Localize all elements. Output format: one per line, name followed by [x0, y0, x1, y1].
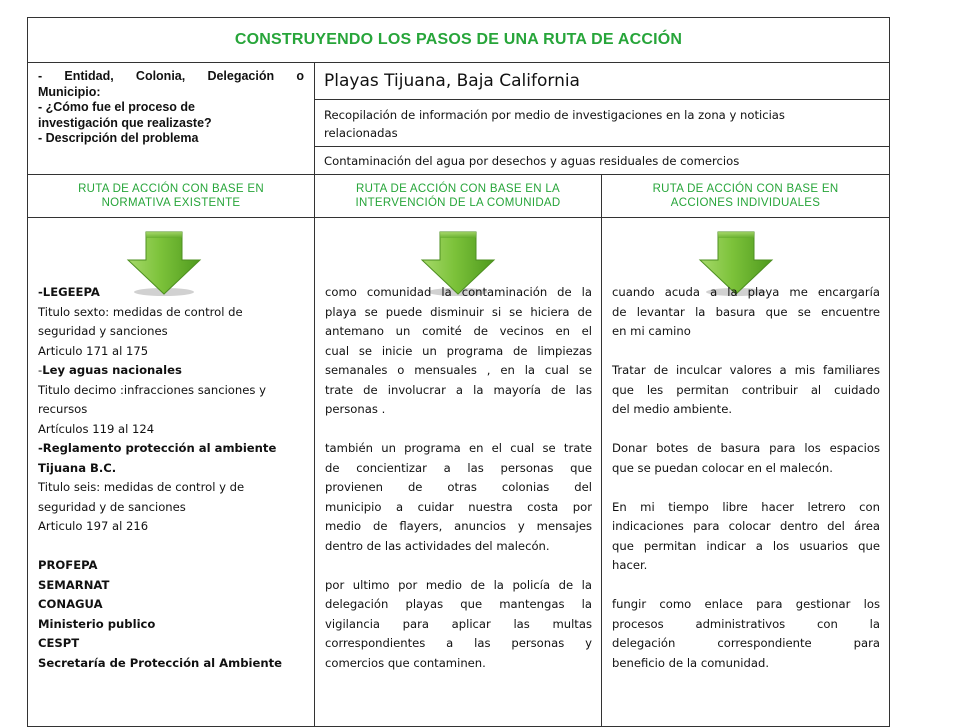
column-individuales-text [612, 283, 880, 673]
header-individuales-line1: RUTA DE ACCIÓN CON BASE EN [652, 183, 839, 195]
text-line: vigilancia para aplicar las multas [325, 616, 592, 631]
text-line: del medio ambiente. [612, 402, 733, 416]
text-line: Titulo decimo :infracciones sanciones y [38, 382, 266, 397]
header-normativa-line1: RUTA DE ACCIÓN CON BASE EN [78, 183, 264, 195]
text-line: seguridad y sanciones [38, 324, 168, 338]
question-entity: - Entidad, Colonia, Delegación o [38, 69, 304, 83]
text-line: provienen de otras colonias del [325, 480, 592, 494]
text-line: seguridad y de sanciones [38, 499, 186, 514]
text-line: medio de flayers, anuncios y mensajes [325, 519, 592, 533]
column-comunidad-text [325, 283, 592, 673]
text-line: fungir como enlace para gestionar los [612, 597, 880, 611]
text-line: comercios que contaminen. [325, 655, 486, 670]
text-line: En mi tiempo libre hacer letrero con [612, 499, 880, 514]
page-title: CONSTRUYENDO LOS PASOS DE UNA RUTA DE ACCIÓN [27, 17, 890, 63]
header-normativa-line2: NORMATIVA EXISTENTE [101, 197, 241, 209]
text-line: delegación correspondiente para [612, 636, 880, 650]
text-line: playa se puede disminuir si se hiciera de [325, 304, 592, 319]
text-line: -Ley aguas nacionales [38, 363, 182, 377]
text-line: que les permitan contribuir al cuidado [612, 382, 880, 397]
text-line: Titulo sexto: medidas de control de [38, 304, 243, 319]
header-normativa [27, 174, 315, 218]
answer-process-line2: relacionadas [324, 126, 398, 140]
text-line: Tratar de inculcar valores a mis familiares [612, 363, 880, 377]
text-line: correspondientes a las personas y [325, 636, 592, 650]
text-line: Tijuana B.C. [38, 460, 117, 475]
text-line: personas . [325, 402, 386, 416]
questions-cell [27, 62, 315, 175]
text-line: indicaciones para colocar dentro del área [612, 519, 880, 533]
answer-process-line1: Recopilación de información por medio de investigaciones en la zona y noticias [324, 108, 785, 122]
text-line: cuando acuda a la playa me encargaría [612, 285, 880, 299]
text-line: también un programa en el cual se trate [325, 441, 592, 455]
text-line: Articulo 197 al 216 [38, 519, 149, 533]
answer-entity: Playas Tijuana, Baja California [314, 62, 890, 100]
text-line: Titulo seis: medidas de control y de [38, 480, 245, 494]
column-comunidad [314, 217, 602, 727]
text-line: -LEGEEPA [38, 285, 100, 299]
text-line: Secretaría de Protección al Ambiente [38, 655, 283, 670]
text-line: de concientizar a las personas que [325, 460, 592, 475]
question-entity-cont: Municipio: [38, 84, 101, 99]
text-line: que permitan indicar a los usuarios que [612, 538, 880, 553]
text-line: CESPT [38, 636, 80, 650]
question-process: - ¿Cómo fue el proceso de [38, 100, 195, 114]
header-comunidad [314, 174, 602, 218]
text-line: recursos [38, 402, 88, 416]
text-line: -Reglamento protección al ambiente [38, 441, 277, 455]
text-line: municipio a cuidar nuestra costa por [325, 499, 592, 514]
question-process-cont: investigación que realizaste? [38, 115, 212, 130]
column-normativa [27, 217, 315, 727]
text-line: PROFEPA [38, 558, 98, 572]
text-line: de levantar la basura que se encuentre [612, 304, 880, 319]
text-line: CONAGUA [38, 597, 103, 611]
text-line: hacer. [612, 558, 648, 572]
header-comunidad-line1: RUTA DE ACCIÓN CON BASE EN LA [355, 183, 561, 195]
text-line: dentro de las actividades del malecón. [325, 538, 550, 553]
header-individuales-line2: ACCIONES INDIVIDUALES [670, 197, 821, 209]
text-line: SEMARNAT [38, 577, 110, 592]
column-individuales [601, 217, 890, 727]
text-line: delegación playas que mantengas la [325, 597, 592, 611]
text-line: en mi camino [612, 324, 691, 338]
text-line: antemano un comité de vecinos en el [325, 324, 592, 338]
text-line: cual se inicie un programa de limpiezas [325, 343, 592, 358]
answer-problem: Contaminación del agua por desechos y aguas residuales de comercios [314, 146, 890, 175]
text-line: Artículos 119 al 124 [38, 421, 155, 436]
text-line: procesos administrativos con la [612, 616, 880, 631]
column-normativa-text [38, 283, 305, 673]
answer-process [314, 99, 890, 147]
text-line: semanales o mensuales , en la cual se [325, 363, 592, 377]
text-line: por ultimo por medio de la policía de la [325, 577, 592, 592]
text-line: Articulo 171 al 175 [38, 343, 149, 358]
text-line: trate de involucrar a la mayoría de las [325, 382, 592, 397]
question-problem: - Descripción del problema [38, 131, 199, 145]
header-comunidad-line2: INTERVENCIÓN DE LA COMUNIDAD [355, 197, 561, 209]
text-line: beneficio de la comunidad. [612, 655, 770, 670]
text-line: como comunidad la contaminación de la [325, 285, 592, 299]
header-individuales [601, 174, 890, 218]
text-line: Donar botes de basura para los espacios [612, 441, 880, 455]
text-line: que se puedan colocar en el malecón. [612, 460, 833, 475]
text-line: Ministerio publico [38, 616, 156, 631]
